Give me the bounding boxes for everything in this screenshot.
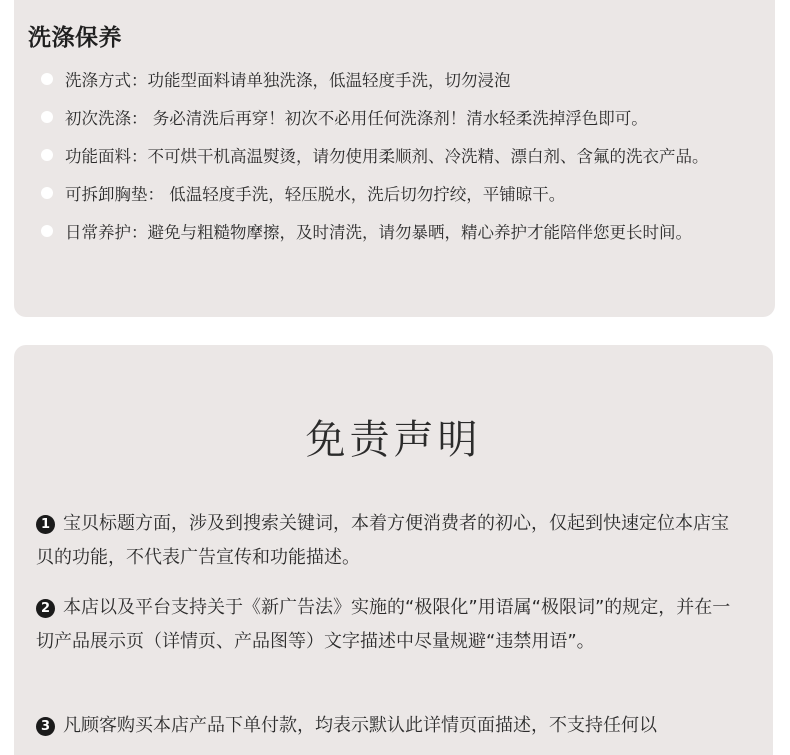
care-item-text: 功能型面料请单独洗涤，低温轻度手洗，切勿浸泡 — [147, 71, 511, 90]
care-item-text: 避免与粗糙物摩擦，及时清洗，请勿暴晒，精心养护才能陪伴您更长时间。 — [147, 223, 692, 242]
care-item-removable-pad — [28, 174, 709, 212]
care-instructions-list — [28, 60, 709, 250]
bullet-dot-icon — [41, 73, 53, 85]
care-section-title: 洗涤保养 — [28, 25, 122, 51]
care-item-wash-method — [28, 60, 709, 98]
disclaimer-paragraph-text: 本店以及平台支持关于《新广告法》实施的“极限化”用语属“极限词”的规定，并在一切产品展示页（详情页、产品图等）文字描述中尽量规避“违禁用语”。 — [36, 597, 731, 652]
number-2-badge-icon: 2 — [36, 599, 55, 618]
care-item-text: 务必清洗后再穿！初次不必用任何洗涤剂！清水轻柔洗掉浮色即可。 — [147, 109, 648, 128]
washing-care-card — [14, 0, 775, 317]
care-item-label: 功能面料： — [65, 147, 148, 166]
bullet-dot-icon — [41, 111, 53, 123]
disclaimer-paragraph-2 — [36, 591, 736, 659]
disclaimer-paragraph-3 — [36, 709, 736, 743]
number-3-badge-icon: 3 — [36, 717, 55, 736]
disclaimer-paragraph-text: 宝贝标题方面，涉及到搜索关键词，本着方便消费者的初心，仅起到快速定位本店宝贝的功能，不代表广告宣传和功能描述。 — [36, 513, 729, 568]
disclaimer-title: 免责声明 — [305, 417, 482, 463]
bullet-dot-icon — [41, 225, 53, 237]
care-item-daily-care — [28, 212, 709, 250]
bullet-dot-icon — [41, 149, 53, 161]
number-1-badge-icon: 1 — [36, 515, 55, 534]
care-item-text: 低温轻度手洗，轻压脱水，洗后切勿拧绞，平铺晾干。 — [164, 185, 566, 204]
disclaimer-paragraph-text: 凡顾客购买本店产品下单付款，均表示默认此详情页面描述，不支持任何以 — [63, 715, 657, 736]
care-item-label: 可拆卸胸垫： — [65, 185, 164, 204]
care-item-label: 日常养护： — [65, 223, 148, 242]
care-item-first-wash — [28, 98, 709, 136]
care-item-label: 初次洗涤： — [65, 109, 148, 128]
care-item-text: 不可烘干机高温熨烫，请勿使用柔顺剂、冷洗精、漂白剂、含氟的洗衣产品。 — [147, 147, 709, 166]
care-item-functional-fabric — [28, 136, 709, 174]
disclaimer-card — [14, 345, 773, 755]
care-item-label: 洗涤方式： — [65, 71, 148, 90]
disclaimer-paragraph-1 — [36, 507, 736, 575]
bullet-dot-icon — [41, 187, 53, 199]
